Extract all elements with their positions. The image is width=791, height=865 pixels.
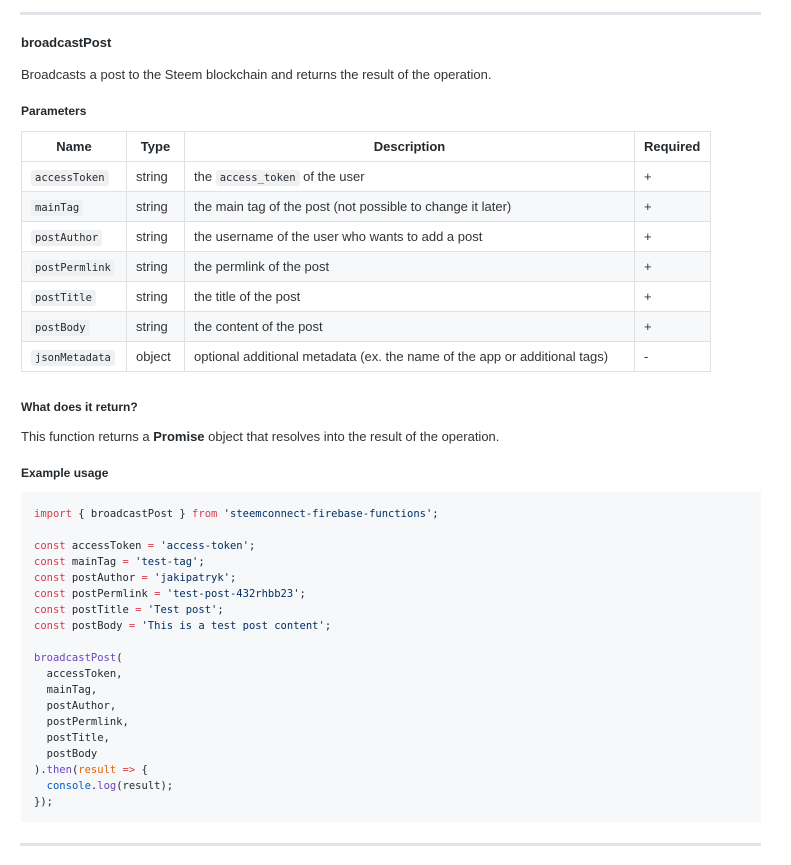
code-arg: accessToken, (34, 668, 123, 680)
param-type: object (127, 342, 185, 372)
code-string: 'Test post' (141, 604, 218, 616)
code-text: ; (229, 572, 237, 584)
table-row (22, 282, 711, 312)
table-row (22, 162, 711, 192)
returns-type: Promise (153, 429, 205, 444)
example-heading: Example usage (21, 466, 109, 480)
parameters-heading: Parameters (21, 104, 87, 118)
code-keyword: const (34, 556, 66, 568)
param-type: string (127, 282, 185, 312)
param-type: string (127, 192, 185, 222)
param-description: the main tag of the post (not possible to change it later) (185, 192, 635, 222)
param-required: + (635, 252, 711, 282)
param-required: + (635, 192, 711, 222)
code-operator: => (116, 764, 136, 776)
code-text: postTitle (65, 604, 136, 616)
table-row (22, 342, 711, 372)
code-keyword: const (34, 620, 66, 632)
param-description-code: access_token (216, 170, 300, 186)
param-name: jsonMetadata (31, 350, 115, 366)
param-required: - (635, 342, 711, 372)
code-operator: = (128, 620, 136, 632)
returns-text: object that resolves into the result of the operation. (204, 429, 500, 444)
code-text (34, 780, 47, 792)
code-string: 'test-tag' (128, 556, 199, 568)
code-text: postBody (65, 620, 129, 632)
param-name: postAuthor (31, 230, 102, 246)
code-text: ; (432, 508, 439, 520)
code-object: console (46, 780, 91, 792)
code-keyword: const (34, 540, 66, 552)
param-type: string (127, 252, 185, 282)
code-operator: = (135, 604, 142, 616)
param-description: the username of the user who wants to add a post (185, 222, 635, 252)
code-keyword: import (34, 508, 72, 520)
section-description: Broadcasts a post to the Steem blockchain and returns the result of the operation. (21, 67, 492, 82)
code-text: ; (217, 604, 224, 616)
param-name: postTitle (31, 290, 96, 306)
code-text: (result); (116, 780, 174, 792)
code-string: 'test-post-432rhbb23' (160, 588, 300, 600)
param-type: string (127, 222, 185, 252)
param-description-text: of the user (299, 169, 365, 184)
code-text: . (90, 780, 98, 792)
param-name: mainTag (31, 200, 83, 216)
code-text: ; (299, 588, 306, 600)
header-description: Description (185, 132, 635, 162)
code-text: postAuthor (65, 572, 142, 584)
table-row (22, 222, 711, 252)
param-required: + (635, 282, 711, 312)
returns-heading: What does it return? (21, 400, 138, 414)
param-required: + (635, 222, 711, 252)
code-keyword: from (192, 508, 218, 520)
bottom-divider (20, 843, 761, 846)
code-block (21, 492, 761, 822)
param-required: + (635, 162, 711, 192)
code-keyword: const (34, 572, 66, 584)
code-text: ( (71, 764, 79, 776)
parameters-table (21, 131, 711, 372)
code-param: result (78, 764, 117, 776)
code-arg: postTitle, (34, 732, 110, 744)
header-name: Name (22, 132, 127, 162)
code-operator: = (147, 540, 155, 552)
code-arg: postBody (34, 748, 98, 760)
table-header-row (22, 132, 711, 162)
code-keyword: const (34, 588, 66, 600)
param-type: string (127, 312, 185, 342)
param-description: the title of the post (185, 282, 635, 312)
code-text: }); (34, 796, 53, 808)
param-name: accessToken (31, 170, 109, 186)
code-string: 'access-token' (154, 540, 249, 552)
param-description: the content of the post (185, 312, 635, 342)
code-function: log (97, 780, 117, 792)
code-operator: = (154, 588, 161, 600)
table-row (22, 252, 711, 282)
code-function: broadcastPost (34, 652, 117, 664)
returns-description (21, 429, 499, 444)
header-type: Type (127, 132, 185, 162)
param-description: the permlink of the post (185, 252, 635, 282)
returns-text: This function returns a (21, 429, 154, 444)
code-text: accessToken (65, 540, 148, 552)
code-function: then (46, 764, 72, 776)
table-row (22, 312, 711, 342)
code-text: { broadcastPost } (71, 508, 193, 520)
code-text: ; (324, 620, 332, 632)
code-operator: = (141, 572, 148, 584)
section-title: broadcastPost (21, 35, 112, 50)
code-string: 'This is a test post content' (135, 620, 325, 632)
top-divider (20, 12, 761, 15)
code-arg: postPermlink, (34, 716, 129, 728)
param-name: postPermlink (31, 260, 115, 276)
code-text: ). (34, 764, 47, 776)
param-name: postBody (31, 320, 90, 336)
table-row (22, 192, 711, 222)
param-description (185, 162, 635, 192)
code-operator: = (122, 556, 129, 568)
code-text: { (135, 764, 148, 776)
code-string: 'jakipatryk' (147, 572, 230, 584)
code-text: ; (198, 556, 205, 568)
param-required: + (635, 312, 711, 342)
code-string: 'steemconnect-firebase-functions' (223, 508, 433, 520)
code-arg: mainTag, (34, 684, 98, 696)
code-arg: postAuthor, (34, 700, 117, 712)
code-text: mainTag (65, 556, 123, 568)
code-keyword: const (34, 604, 66, 616)
code-text: ( (116, 652, 123, 664)
code-text: ; (248, 540, 256, 552)
param-description: optional additional metadata (ex. the name of the app or additional tags) (185, 342, 635, 372)
param-type: string (127, 162, 185, 192)
header-required: Required (635, 132, 711, 162)
param-description-text: the (194, 169, 216, 184)
code-text: postPermlink (65, 588, 155, 600)
